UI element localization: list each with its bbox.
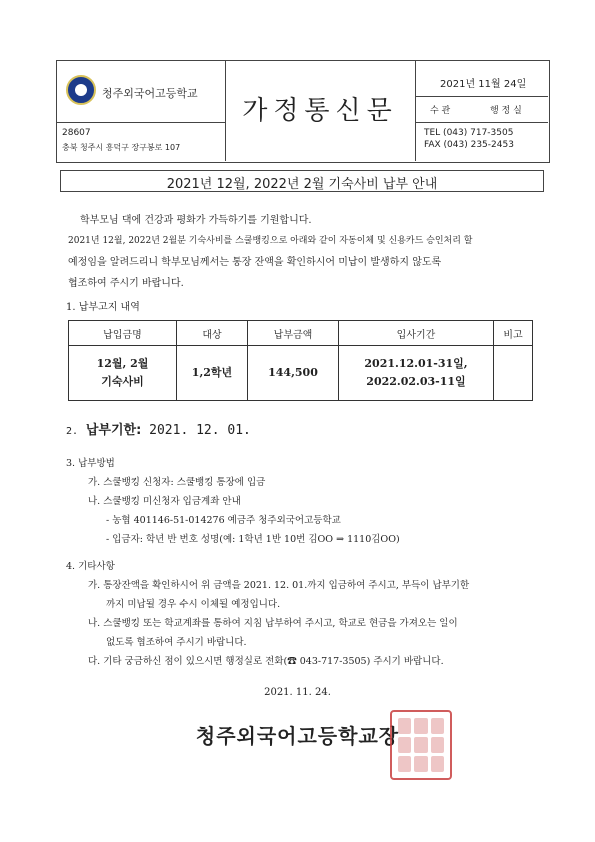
intro-line: 예정임을 알려드리니 학부모님께서는 통장 잔액을 확인하시어 미납이 발생하지 않도록 [68,257,442,268]
payment-table [68,320,533,401]
tel: TEL (043) 717-3505 [424,128,514,138]
section-1-title: 1. 납부고지 내역 [66,302,140,313]
table-header: 비고 [494,321,533,346]
list-item: 가. 스쿨뱅킹 신청자: 스쿨뱅킹 통장에 입금 [88,477,266,488]
depositor-info: - 입금자: 학년 반 번호 성명(예: 1학년 1반 10번 김OO ⇒ 1110김OO) [106,534,400,545]
dept-label: 수 관 [430,106,451,116]
fee-name: 12월, 2월 기숙사비 [69,346,177,401]
payment-deadline: 2. 납부기한: 2021. 12. 01. [66,423,251,438]
header-divider [415,60,416,161]
list-item: 다. 기타 궁금하신 점이 있으시면 행정실로 전화(☎ 043-717-3505) 주시기 바랍니다. [88,656,444,667]
header-divider [415,122,548,123]
account-info: - 농협 401146-51-014276 예금주 청주외국어고등학교 [106,515,341,526]
intro-line: 2021년 12월, 2022년 2월분 기숙사비를 스쿨뱅킹으로 아래와 같이 자동이체 및 신용카드 승인처리 할 [68,236,473,246]
subject: 2021년 12월, 2022년 2월 기숙사비 납부 안내 [166,177,438,192]
amount: 144,500 [248,346,339,401]
list-item: 없도록 협조하여 주시기 바랍니다. [106,637,247,648]
dorm-period: 2021.12.01-31일, 2022.02.03-11일 [339,346,494,401]
greeting: 학부모님 댁에 건강과 평화가 가득하기를 기원합니다. [80,215,312,226]
intro-line: 협조하여 주시기 바랍니다. [68,278,184,289]
header-divider [56,122,225,123]
school-logo-icon [66,75,96,105]
section-4-title: 4. 기타사항 [66,561,115,572]
list-item: 나. 스쿨뱅킹 또는 학교계좌를 통하여 지침 납부하여 주시고, 학교로 현금을 가져오는 일이 [88,618,458,629]
official-seal-icon [390,710,452,780]
header-divider [415,96,548,97]
school-name: 청주외국어고등학교 [102,87,198,100]
list-item: 까지 미납될 경우 수시 이체될 예정입니다. [106,599,281,610]
signature-date: 2021. 11. 24. [264,687,331,698]
table-header: 대상 [177,321,248,346]
fax: FAX (043) 235-2453 [424,140,514,150]
table-header: 납부금액 [248,321,339,346]
section-3-title: 3. 납부방법 [66,458,115,469]
principal-name: 청주외국어고등학교장 [195,724,400,748]
list-item: 나. 스쿨뱅킹 미신청자 입금계좌 안내 [88,496,241,507]
table-header: 입사기간 [339,321,494,346]
document-title: 가정통신문 [242,96,398,126]
dept-value: 행 정 실 [490,106,522,116]
table-row [69,346,533,401]
table-header: 납입금명 [69,321,177,346]
note [494,346,533,401]
table-header-row [69,321,533,346]
target-grade: 1,2학년 [177,346,248,401]
postcode: 28607 [62,128,91,138]
list-item: 가. 통장잔액을 확인하시어 위 금액을 2021. 12. 01.까지 입금하여 주시고, 부득이 납부기한 [88,580,470,591]
document-date: 2021년 11월 24일 [440,79,527,90]
address: 충북 청주시 흥덕구 장구봉로 107 [62,143,181,152]
